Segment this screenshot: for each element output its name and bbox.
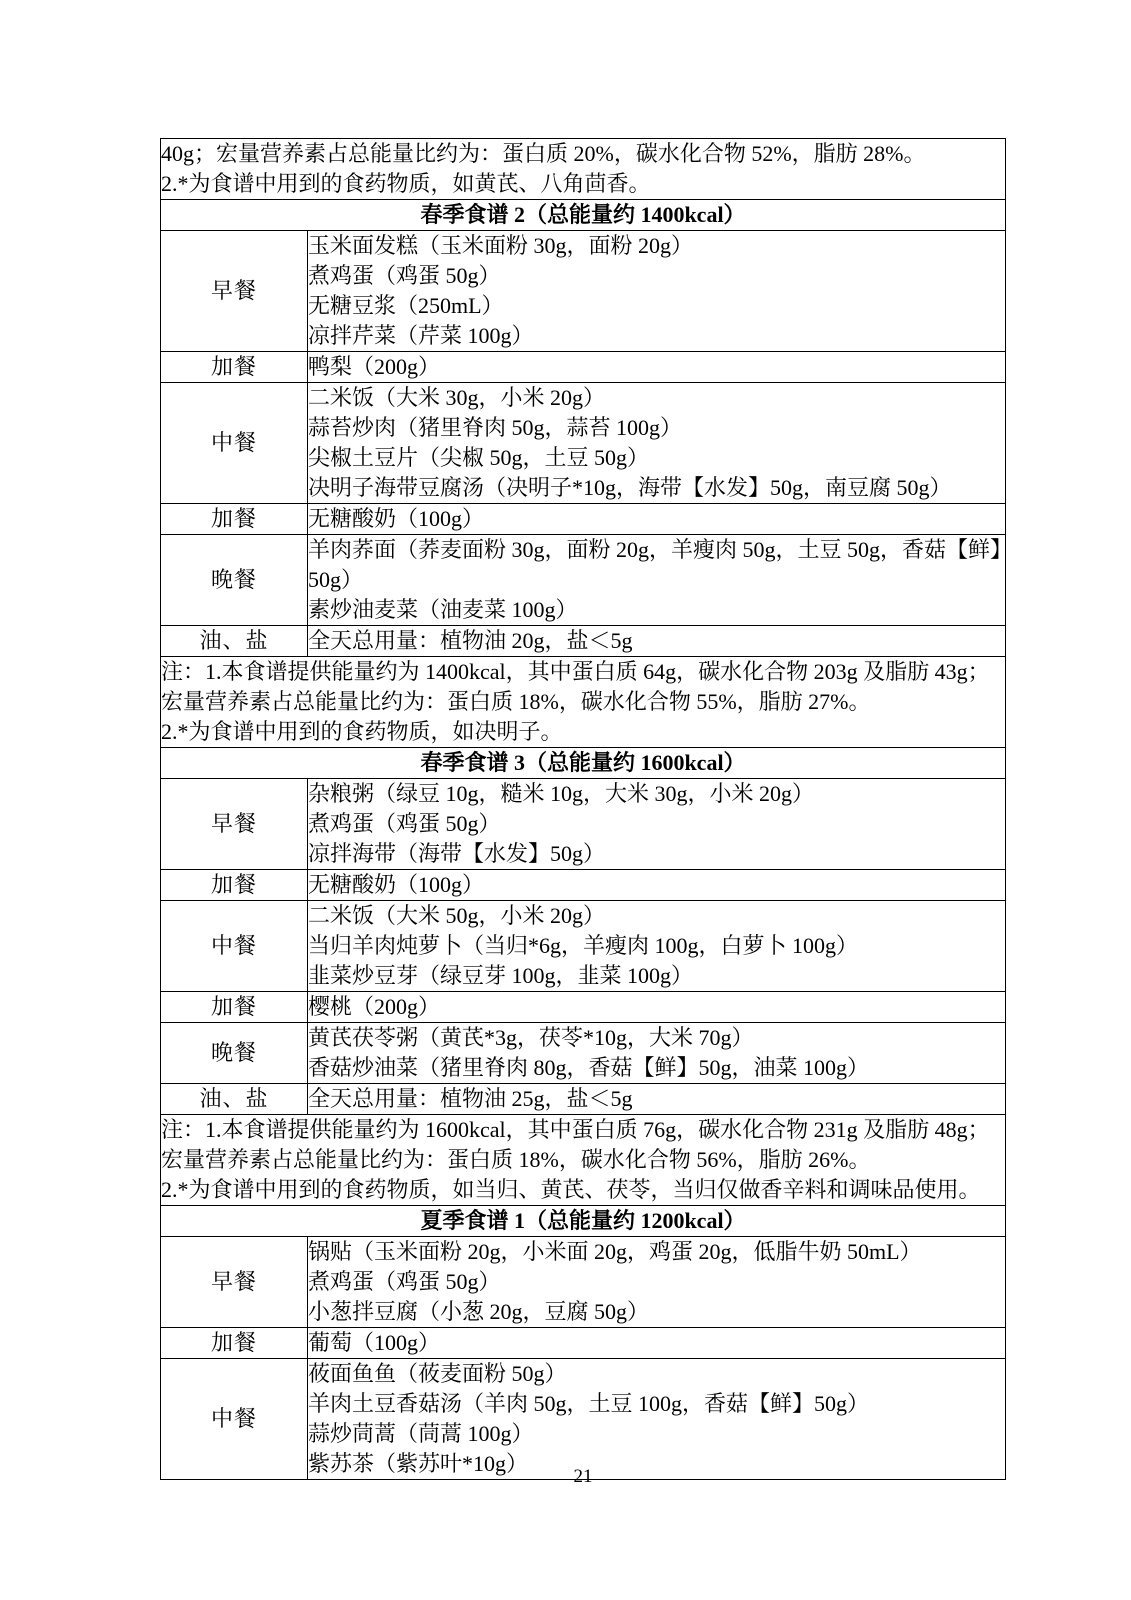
meal-item-line: 锅贴（玉米面粉 20g，小米面 20g，鸡蛋 20g，低脂牛奶 50mL） (308, 1239, 922, 1264)
note-line: 40g；宏量营养素占总能量比约为：蛋白质 20%，碳水化合物 52%，脂肪 28%。 (161, 141, 926, 166)
meal-item-line: 韭菜炒豆芽（绿豆芽 100g，韭菜 100g） (308, 963, 694, 988)
meal-item-line: 莜面鱼鱼（莜麦面粉 50g） (308, 1361, 567, 1386)
meal-row (161, 992, 1006, 1023)
meal-row (161, 231, 1006, 352)
meal-row (161, 535, 1006, 626)
note-line: 2.*为食谱中用到的食药物质，如黄芪、八角茴香。 (161, 171, 651, 196)
meal-item-line: 无糖酸奶（100g） (308, 506, 485, 531)
meal-item-line: 全天总用量：植物油 25g，盐＜5g (308, 1086, 633, 1111)
menu-table-body (161, 139, 1006, 1480)
meal-items-cell (308, 352, 1006, 383)
meal-items-cell (308, 1328, 1006, 1359)
section-note-row (161, 657, 1006, 748)
meal-item-line: 鸭梨（200g） (308, 354, 441, 379)
section-title-row (161, 200, 1006, 231)
meal-items-cell (308, 992, 1006, 1023)
section-title-row (161, 748, 1006, 779)
meal-label-cell: 晚餐 (161, 535, 308, 626)
section-title-row (161, 1206, 1006, 1237)
page-number: 21 (573, 1466, 593, 1487)
meal-item-line: 蒜苔炒肉（猪里脊肉 50g，蒜苔 100g） (308, 415, 683, 440)
meal-items-cell (308, 1237, 1006, 1328)
meal-item-line: 杂粮粥（绿豆 10g，糙米 10g，大米 30g，小米 20g） (308, 781, 815, 806)
meal-item-line: 香菇炒油菜（猪里脊肉 80g，香菇【鲜】50g，油菜 100g） (308, 1055, 870, 1080)
meal-item-line: 决明子海带豆腐汤（决明子*10g，海带【水发】50g，南豆腐 50g） (308, 475, 952, 500)
meal-items-cell (308, 626, 1006, 657)
meal-items-cell (308, 901, 1006, 992)
meal-item-line: 素炒油麦菜（油麦菜 100g） (308, 597, 578, 622)
meal-item-line: 樱桃（200g） (308, 994, 441, 1019)
menu-table (160, 138, 1006, 1480)
meal-items-cell (308, 535, 1006, 626)
meal-item-line: 凉拌海带（海带【水发】50g） (308, 841, 606, 866)
meal-label-cell: 中餐 (161, 901, 308, 992)
meal-label-cell: 加餐 (161, 1328, 308, 1359)
meal-items-cell (308, 231, 1006, 352)
meal-item-line: 二米饭（大米 30g，小米 20g） (308, 385, 606, 410)
meal-row (161, 1023, 1006, 1084)
meal-label-cell: 早餐 (161, 231, 308, 352)
note-line: 注：1.本食谱提供能量约为 1400kcal，其中蛋白质 64g，碳水化合物 203g 及脂肪 43g；宏量营养素占总能量比约为：蛋白质 18%，碳水化合物 55%，脂肪 27%。 (161, 659, 990, 714)
meal-row (161, 1359, 1006, 1480)
note-line: 注：1.本食谱提供能量约为 1600kcal，其中蛋白质 76g，碳水化合物 231g 及脂肪 48g；宏量营养素占总能量比约为：蛋白质 18%，碳水化合物 56%，脂肪 26%。 (161, 1117, 990, 1172)
meal-row (161, 1084, 1006, 1115)
meal-item-line: 煮鸡蛋（鸡蛋 50g） (308, 1269, 501, 1294)
meal-item-line: 羊肉土豆香菇汤（羊肉 50g，土豆 100g，香菇【鲜】50g） (308, 1391, 870, 1416)
meal-row (161, 504, 1006, 535)
meal-item-line: 玉米面发糕（玉米面粉 30g，面粉 20g） (308, 233, 694, 258)
meal-item-line: 无糖豆浆（250mL） (308, 293, 504, 318)
meal-items-cell (308, 383, 1006, 504)
meal-item-line: 尖椒土豆片（尖椒 50g，土豆 50g） (308, 445, 650, 470)
meal-item-line: 二米饭（大米 50g，小米 20g） (308, 903, 606, 928)
meal-item-line: 紫苏茶（紫苏叶*10g） (308, 1451, 529, 1476)
meal-row (161, 383, 1006, 504)
section-note-row (161, 1115, 1006, 1206)
meal-label-cell: 加餐 (161, 504, 308, 535)
meal-item-line: 无糖酸奶（100g） (308, 872, 485, 897)
meal-row (161, 779, 1006, 870)
section-note-cell (161, 1115, 1006, 1206)
meal-label-cell: 加餐 (161, 352, 308, 383)
note-line: 2.*为食谱中用到的食药物质，如决明子。 (161, 719, 563, 744)
meal-row (161, 901, 1006, 992)
section-note-cell (161, 657, 1006, 748)
section-title: 春季食谱 2（总能量约 1400kcal） (161, 200, 1006, 231)
meal-label-cell: 加餐 (161, 992, 308, 1023)
meal-items-cell (308, 1359, 1006, 1480)
meal-item-line: 小葱拌豆腐（小葱 20g，豆腐 50g） (308, 1299, 650, 1324)
meal-row (161, 626, 1006, 657)
top-note-row (161, 139, 1006, 200)
meal-item-line: 羊肉荞面（荞麦面粉 30g，面粉 20g，羊瘦肉 50g，土豆 50g，香菇【鲜】50g） (308, 537, 1002, 592)
meal-items-cell (308, 870, 1006, 901)
meal-item-line: 黄芪茯苓粥（黄芪*3g，茯苓*10g，大米 70g） (308, 1025, 754, 1050)
section-title: 春季食谱 3（总能量约 1600kcal） (161, 748, 1006, 779)
meal-label-cell: 早餐 (161, 1237, 308, 1328)
meal-item-line: 煮鸡蛋（鸡蛋 50g） (308, 811, 501, 836)
meal-label-cell: 油、盐 (161, 1084, 308, 1115)
meal-items-cell (308, 1084, 1006, 1115)
note-line: 2.*为食谱中用到的食药物质，如当归、黄芪、茯苓，当归仅做香辛料和调味品使用。 (161, 1177, 981, 1202)
meal-label-cell: 加餐 (161, 870, 308, 901)
meal-label-cell: 早餐 (161, 779, 308, 870)
meal-row (161, 1237, 1006, 1328)
top-note-cell (161, 139, 1006, 200)
meal-item-line: 凉拌芹菜（芹菜 100g） (308, 323, 534, 348)
meal-label-cell: 油、盐 (161, 626, 308, 657)
meal-item-line: 煮鸡蛋（鸡蛋 50g） (308, 263, 501, 288)
meal-label-cell: 中餐 (161, 383, 308, 504)
meal-label-cell: 晚餐 (161, 1023, 308, 1084)
meal-row (161, 1328, 1006, 1359)
section-title: 夏季食谱 1（总能量约 1200kcal） (161, 1206, 1006, 1237)
meal-items-cell (308, 779, 1006, 870)
meal-row (161, 352, 1006, 383)
meal-item-line: 全天总用量：植物油 20g，盐＜5g (308, 628, 633, 653)
meal-items-cell (308, 504, 1006, 535)
meal-items-cell (308, 1023, 1006, 1084)
meal-item-line: 蒜炒茼蒿（茼蒿 100g） (308, 1421, 534, 1446)
meal-item-line: 当归羊肉炖萝卜（当归*6g，羊瘦肉 100g，白萝卜 100g） (308, 933, 859, 958)
meal-row (161, 870, 1006, 901)
meal-label-cell: 中餐 (161, 1359, 308, 1480)
meal-item-line: 葡萄（100g） (308, 1330, 441, 1355)
